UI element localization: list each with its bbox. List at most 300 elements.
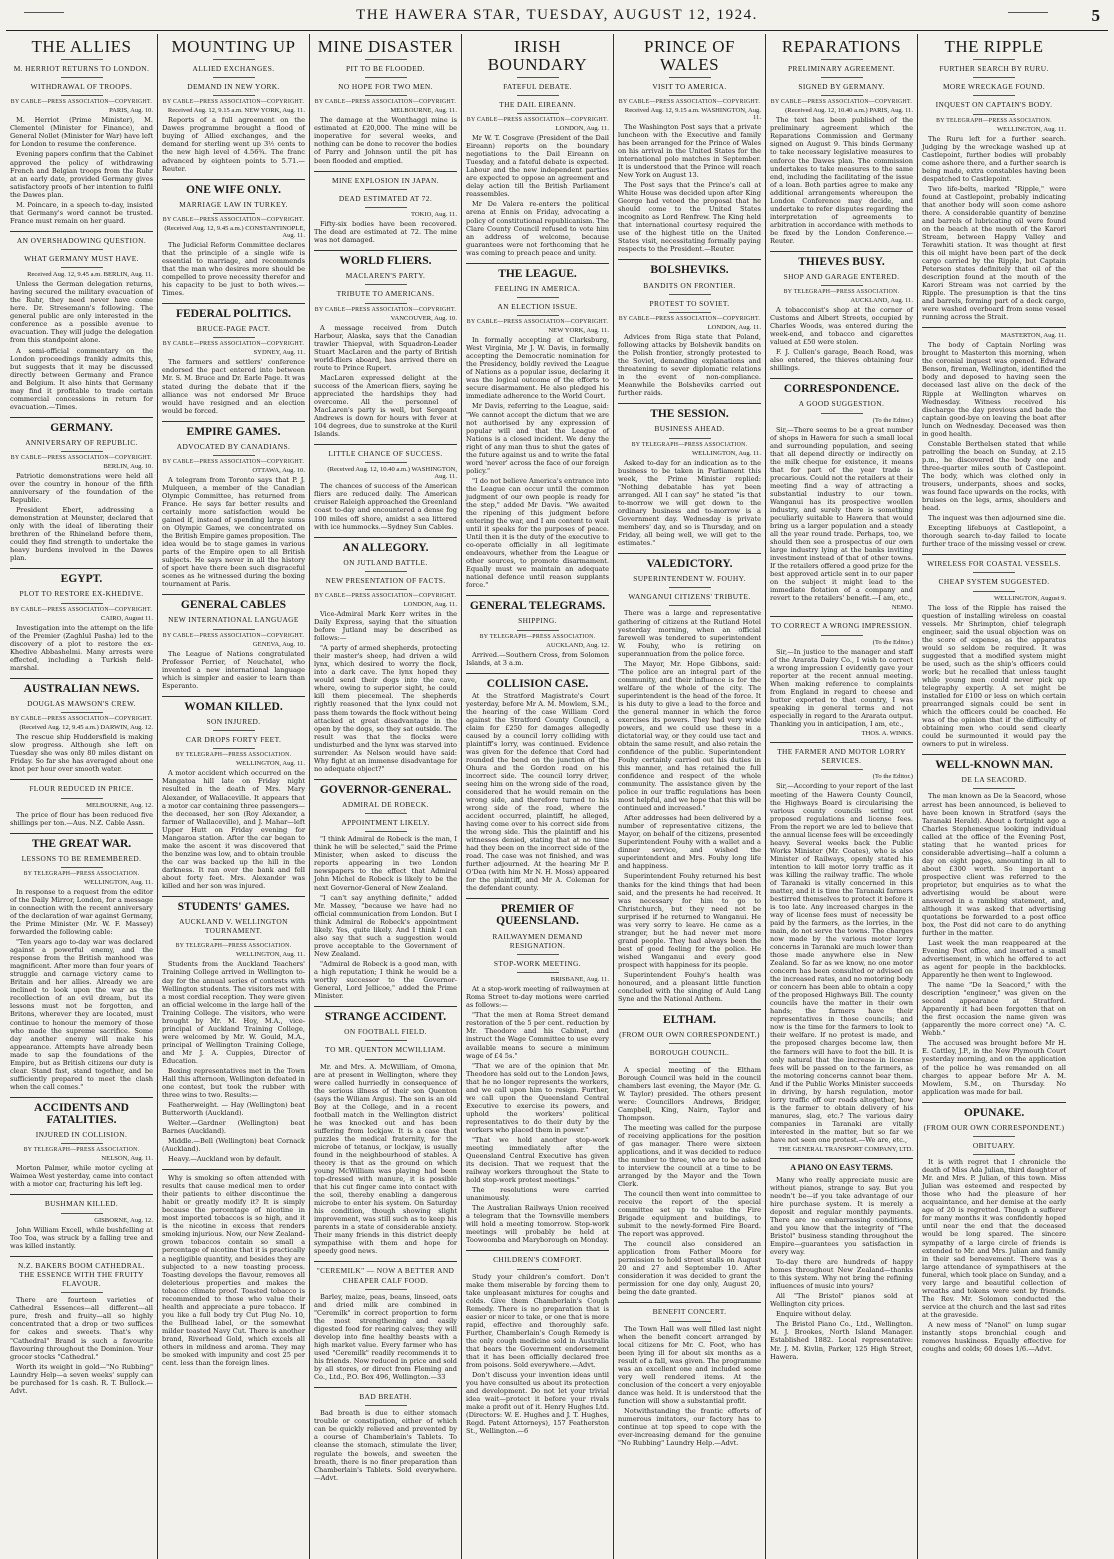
article [10,573,153,679]
article-subheading: INQUEST ON CAPTAIN'S BODY. [935,100,1053,110]
column-2 [158,34,310,1559]
article-paragraph: "Ten years ago to-day war was declared against a powerful enemy, and the response from the British manhood was magnificent. After more than four years of struggle and carnage victory came to Britain and her allies. Already we are inclined to look upon the war as the recollection of an evil dream, but its lessons must not be forgotten, and Britons, wherever they are located, must continue to honour the memory of those who made the supreme sacrifice. Some day another enemy will make his appearance. Attempts have already been made to sap the foundations of the Empire, but as British citizens our duty is clear. Stand fast, stand together, and be sufficiently prepared to meet the clash when the call comes." [10,938,153,1091]
article-dateline: Received Aug. 12, 9.15 a.m. WASHINGTON, Aug. 11. [624,106,761,121]
article [314,1011,457,1262]
article-dateline: VANCOUVER, Aug. 10. [390,314,457,322]
article-paragraph: At a stop-work meeting of railwaymen at Roma Street to-day motions were carried as follows:— [466,985,609,1010]
article-signature: NEMO. [891,604,913,612]
article-headline: WOMAN KILLED. [184,700,283,713]
article-paragraph: MacLaren expressed delight at the success of the American fliers, saying he appreciated the hardships they had overcome. All the personnel of MacLaren's party is well, but Sergeant Andrews is down for hours with fever at 104 degrees, due to sunstroke at the Kuril Islands. [314,373,457,439]
article-subheading: WIRELESS FOR COASTAL VESSELS. [927,559,1061,569]
article-paragraph: Middle.—Bell (Wellington) beat Cornack (Auckland). [162,1137,305,1154]
article-subheading: WHAT GERMANY MUST HAVE. [24,254,139,263]
article-dateline: WELLINGTON, Aug. 11. [691,449,761,457]
article-paragraph: The man known as De la Seacord, whose arrest has been announced, is believed to have been known in Stratford (says the Taranaki Herald). About a fortnight ago a Charles Stephenesque looking individual called at the office of the Evening Post, stating that he wanted prices for considerable advertising—half a column a day on eight pages, amounting in all to about £300 worth. So important a prospective client was referred to the proprietor, but enquiries as to what the advertising would be about were answered in a rambling statement, and, although it was asked that advertising quotations be forwarded to a post office box, the Post did not care to do anything further in the matter. [922,792,1066,937]
subheading-rule [213,213,255,214]
subheading-rule [365,462,407,463]
article [922,559,1066,755]
article-dateline: MELBOURNE, Aug. 12. [86,801,153,809]
subheading-rule [61,1292,103,1293]
article-headline: OPUNAKE. [963,1106,1025,1119]
article-subheading: TRIBUTE TO AMERICANS. [336,289,435,299]
article-paragraph: It is with regret that I chronicle the death of Miss Ada Julian, third daughter of Mr. and Mrs. P. Julian, of this town. Miss Julian was esteemed and respected by those who had the pleasure of her acquaintance, and her demise at the early age of 20 is regretted. Though a sufferer for many months it was confidently hoped until near the end that the deceased would be long spared. The sincere sympathy of a large circle of friends is extended to Mr. and Mrs. Julian and family in their sad bereavement. There was a large attendance of sympathisers at the funeral, which took place on Sunday, and a very large and beautiful collection of wreaths and tokens were sent by friends. The Rev. Mr. Solomon conducted the service at the church and the last sad rites at the graveside. [922,1158,1066,1319]
article-paragraph: F. J. Cullen's garage, Beach Road, was also entered, the thieves obtaining four shillings. [770,348,913,373]
subheading-rule [669,312,711,313]
article-paragraph: "I think Admiral de Robeck is the man, I think he will be selected," said the Prime Minister, when asked to discuss the reports appearing in two London newspapers to the effect that Admiral John Michel de Robeck is likely to be the next Governor-General of New Zealand. [314,835,457,892]
article [770,256,913,380]
article [770,747,913,1159]
article-headline: GERMANY. [50,421,113,434]
subheading-rule [365,284,407,285]
article-paragraph: A tobacconist's shop at the corner of Customs and Albert Streets, occupied by Charles Woods, was entered during the week-end, and tobacco and cigarettes valued at £50 were stolen. [770,306,913,347]
article [466,268,609,597]
article-subheading: THE DAIL EIREANN. [499,99,576,109]
subheading-rule [365,589,407,590]
article-headline: ACCIDENTS AND FATALITIES. [34,1101,129,1126]
article-dateline: LONDON, Aug. 11. [555,125,609,133]
article-paragraph: After addresses had been delivered by a number of representative citizens, the Mayor, on behalf of the citizens, presented Superintendent Fouhy with a wallet and a dinner service, and wished the superintendent and Mrs. Fouhy long life and happiness. [618,814,761,871]
subheading-rule [365,189,407,190]
article-credit: BY CABLE—PRESS ASSOCIATION—COPYRIGHT. [314,306,457,313]
article-credit: BY TELEGRAPH—PRESS ASSOCIATION. [175,943,292,950]
article-headline: THE SESSION. [650,408,729,421]
article-paragraph: Many who really appreciate music are without pianos, strange to say. But you needn't be—if you take advantage of our hire purchase system. It is merely a deposit and regular monthly payments. There are no embarrassing conditions, and you know that the integrity of "The Bristol" business standing throughout the Empire—guarantees you satisfaction in every way. [770,1175,913,1257]
article-dateline: (Received Aug. 12, 9.45 a.m.) DARWIN, Aug. 12. [19,724,153,732]
article-paragraph: Mr W. T. Cosgrave (President of the Dail Eireann) reports on the boundary negotiations to the Dail Eireann on Tuesday, and a fateful debate is expected. Labour and the new independent parties are expected to oppose an agreement and delay action till the British Parliament reassembles. [466,134,609,199]
subheading-rule [821,285,863,286]
article-paragraph: The rescue ship Huddersfield is making slow progress. Although she left on Tuesday she was only 80 miles distant on Friday. So far she has averaged about one knot per hour over smooth water. [10,733,153,774]
article-subheading: FATEFUL DEBATE. [503,81,572,91]
article-dateline: WELLINGTON, Aug. 11. [83,879,153,886]
article [10,38,153,232]
subheading-rule [669,605,711,606]
article-paragraph: Mr De Valera re-enters the political arena at Ennis on Friday, advocating a policy of constitutional republicanism. The Clare County Council refused to vote him an address of welcome, because guarantees were not forthcoming that he was coming to preach peace and unity. [466,200,609,257]
article-paragraph: "Admiral de Robeck is a good man, with a high reputation; I think he would be a worthy successor to the Governor-General, Lord Jellicoe," added the Prime Minister. [314,959,457,1000]
article-paragraph: Sir,—In justice to the manager and staff of the Ararata Dairy Co., I wish to correct a wrong impression I evidently gave your reporter at the recent annual meeting. When making reference to complaints from England in regard to cheese and butter exported to that country, I was speaking in general terms and not especially in regard to the Ararata output. Thanking you in anticipation, I am, etc., [770,647,913,728]
article-paragraph: Study your children's comfort. Don't make them miserable by forcing them to take unpleasant mixtures for coughs and colds. Give them Chamberlain's Cough Remedy. There is no preparation that is easier or nicer to take, or one that is more rapid, effective and thoroughly safe. Further, Chamberlain's Cough Remedy is the only cough medicine sold in Australia that bears the Government endorsement that it has been officially declared free from poisons. Sold everywhere.—Advt. [466,1272,609,1369]
article-subheading: A GOOD SUGGESTION. [798,399,885,409]
article-credit: BY CABLE—PRESS ASSOCIATION—COPYRIGHT. [314,593,457,600]
article-paragraph: Bad breath is due to either stomach trouble or constipation, either of which can be quickly relieved and prevented by a course of Chamberlain's Tablets. To cleanse the stomach, stimulate the liver, regulate the bowels, and sweeten the breath, there is no finer preparation than Chamberlain's Tablets. Sold everywhere.—Advt. [314,1409,457,1482]
article-subheading: TO MR. QUENTON MCWILLIAM. [325,1045,446,1055]
article-paragraph: Enquire without delay. [776,1310,852,1319]
article-paragraph: "I do not believe America's entrance into the League can occur until the common judgment of our own people is ready for the step," added Mr Davis. "We awaited the ripening of this judgment before entering the war, and I am content to wait until it speaks for the purposes of peace. Until then it is the duty of the executive to co-operate officially in all legitimate endeavours, whether from the League or other sources, to promote disarmament. Equally must we maintain an adequate national defence until reason supplants force." [466,476,609,590]
article [10,683,153,780]
article-dateline: BRISBANE, Aug. 11. [550,976,609,984]
article [162,901,305,1170]
article [10,784,153,833]
subheading-rule [821,413,863,414]
article-subheading: PLOT TO RESTORE EX-KHEDIVE. [19,589,144,599]
article [162,426,305,596]
article-paragraph: M. Poincare, in a speech to-day, insisted that Germany's word cannot be trusted. France must remain on her guard. [10,200,153,225]
article-headline: GOVERNOR-GENERAL. [319,783,452,796]
article [10,422,153,570]
article-credit: BY CABLE—PRESS ASSOCIATION—COPYRIGHT. [618,316,761,322]
article-subheading: NO HOPE FOR TWO MEN. [338,82,433,92]
article-subheading: AUCKLAND V. WELLINGTON TOURNAMENT. [179,916,288,936]
article-subheading: ON FOOTBALL FIELD. [344,1027,427,1036]
article-paragraph: The council also considered an application from Father Moore for permission to hold street stalls on August 20 and 27 and September 10. After consideration it was decided to grant the permission for one day only, August 20, being the date granted. [618,1240,761,1297]
article-paragraph: The Post says that the Prince's call at White House was decided upon after King George had vetoed the proposal that he should come to the United States incognito as Lord Renfrew. The King held that international courtesy required the use of the highest title on the United States visit, necessitating formally paying respects to the President.—Reuter. [618,181,761,254]
article-subheading: NEW INTERNATIONAL LANGUAGE [168,615,299,625]
article-headline: VALEDICTORY. [646,557,733,570]
headline-rule [61,59,103,60]
article-paragraph: "That we are of the opinion that Mr. Theodore has sold out to the London Jews, that he no longer represents the workers, and we call upon him to resign. Further, we call upon the Queensland Central Executive to exercise its powers, and uphold the workers' political representatives to do their duty by the workers who placed them in power." [466,1061,609,1134]
article-subheading: SHIPPING. [518,616,557,626]
article-paragraph: The body of Captain Norling was brought to Masterton this morning, when the coronial inquest was opened. Edward Benson, fireman, Wellington, identified the body and deposed to having seen the deceased last alive on the deck of the Ripple at Wellington wharves on Wednesday. Witness received his discharge the day previous and bade the captain good-bye on leaving the boat after lunch on Wednesday. Deceased was then in good health. [922,341,1066,438]
article [10,236,153,418]
subheading-rule [61,1213,103,1214]
subheading-rule [973,1136,1015,1137]
article-headline: ONE WIFE ONLY. [185,183,282,196]
article-paragraph: The damage at the Wonthaggi mine is estimated at £20,000. The mine will be inoperative for several weeks, and nothing can be done to recover the bodies of Parry and Johnson until the pit has been flooded and emptied. [314,116,457,165]
article [618,1307,761,1453]
article-subheading: BENEFIT CONCERT. [652,1307,727,1317]
article-subheading: LITTLE CHANCE OF SUCCESS. [328,449,443,459]
article-headline: STRANGE ACCIDENT. [324,1010,447,1023]
article [162,1174,305,1373]
subheading-rule [213,455,255,456]
column-4 [462,34,614,1559]
subheading-rule [973,591,1015,592]
subheading-rule [669,1062,711,1063]
article [466,600,609,673]
article-paragraph: Morton Palmer, while motor cycling at Waimea West yesterday, came into contact with a motor car, fracturing his left leg. [10,1164,153,1189]
article-paragraph: A motor accident which occurred on the Mangatoa hill late on Friday night resulted in the death of Mrs. Mary Alexander, of Wallaceville. It appears that a motor car containing three passengers—the deceased, her son (Roy Alexander, a farmer of Wallaceville), and J. Mahar—left Upper Hutt on Friday evening for Mangaroa station. After the car began to make the ascent it was discovered that the benzine was low, and to obtain trouble the car was backed up the hill in the darkness. It ran over the bank and fell about forty feet. Mrs. Alexander was killed and her son was injured. [162,769,305,890]
subheading-rule [213,337,255,338]
article-subheading: OBITUARY. [972,1140,1016,1150]
article-paragraph: The Bristol Piano Co., Ltd., Wellington. M. J. Brookes, North Island Manager. Established 1882. Local representative: Mr. J. M. Kivlin, Parker, 125 High Street, Hawera. [770,1320,913,1361]
subheading-rule [213,939,255,940]
article [314,449,457,537]
article-subheading: ALLIED EXCHANGES. [192,63,275,73]
headline-rule [669,77,711,78]
article [10,1199,153,1256]
article-paragraph: Mr Davis, referring to the League, said: "We cannot accept the dictum that we are not authorised by any expression of popular will and that the League of Nations is a closed incident. We deny the right of any man thus to shut the gates of the future against us and to write the fatal word 'never' across the face of our foreign policy." [466,402,609,475]
article-subheading: ADVOCATED BY CANADIANS. [176,441,291,451]
article-paragraph: Welter.—Gardner (Wellington) beat Barnes (Auckland). [162,1119,305,1136]
article-dateline: MELBOURNE, Aug. 11. [390,107,457,115]
article-dateline: WELLINGTON, Aug. 11. [996,125,1066,133]
article-signature: THE GENERAL TRANSPORT COMPANY, LTD. [778,1145,913,1153]
article-paragraph: Worth its weight in gold—"No Rubbing" Laundry Help—a seven weeks' supply can be purchased for 1s cash. R. T. Bullock.—Advt. [10,1362,153,1395]
article-credit: BY CABLE—PRESS ASSOCIATION—COPYRIGHT. [10,716,153,723]
headline-rule [821,59,863,60]
article-headline: FEDERAL POLITICS. [175,308,292,321]
article-subheading: PIT TO BE FLOODED. [345,63,426,73]
column-1 [6,34,158,1559]
article-paragraph: Constable Berthelsen stated that while patrolling the beach on Sunday, at 2.15 p.m., he discovered the body one and three-quarter miles south of Castlepoint. The body, which was clothed only in trousers, underpants, shoes and socks, was found face upwards on the rocks, with bruises on the legs, arms, shoulders and head. [922,439,1066,512]
article [314,176,457,252]
article-subheading: "CEREMILK" — NOW A BETTER AND CHEAPER CALF FOOD. [316,1266,455,1285]
article-headline: AUSTRALIAN NEWS. [23,682,140,695]
article [618,408,761,554]
subheading-rule [517,113,559,114]
article-headline: EMPIRE GAMES. [186,425,281,438]
article-paragraph: President Ebert, addressing a demonstration at Meunster, declared that only with the ideal of liberating their brethren of the Rhineland before them, could they find strength to undertake the heavy burdens involved in the Dawes plan. [10,506,153,563]
article-paragraph: Patriotic demonstrations were held all over the country in honour of the fifth anniversary of the foundation of the Republic. [10,472,153,505]
article-subheading: CHILDREN'S COMFORT. [493,1255,582,1265]
subheading-rule [213,629,255,630]
article-subheading: MINE EXPLOSION IN JAPAN. [331,175,440,185]
article [162,38,305,180]
article-subheading: N.Z. BAKERS BOOM CATHEDRAL. THE ESSENCE WITH THE FRUITY FLAVOUR. [17,1260,145,1289]
article-dateline: (To the Editor.) [872,773,913,781]
masthead-title: THE HAWERA STAR, TUESDAY, AUGUST 12, 1924. [356,6,758,23]
article-headline: STUDENTS' GAMES. [177,900,290,913]
article-paragraph: "I can't say anything definite," added Mr. Massey, "because we have had no official communication from London. But I think Admiral de Robeck's appointment likely. Yes, quite likely. And I think I can also say that such a suggestion would prove acceptable to the Government of New Zealand. [314,893,457,958]
subheading-rule [365,571,407,572]
subheading-rule [61,798,103,799]
masthead-rule-right [1008,12,1048,13]
columns-container [6,34,1108,1559]
article-headline: ELTHAM. [663,1013,716,1026]
masthead [6,0,1108,31]
article [922,759,1066,1102]
article-headline: BOLSHEVIKS. [650,264,729,277]
article-dateline: OTTAWA, Aug. 10. [252,466,305,474]
article-paragraph: To-day there are hundreds of happy homes throughout New Zealand—thanks to this system. Why not bring the refining influences of music into yours? [770,1258,913,1291]
article-headline: PREMIER OF QUEENSLAND. [496,903,579,928]
subheading-rule [365,207,407,208]
article-paragraph: Asked to-day for an indication as to the business to be taken in Parliament this week, the Prime Minister replied: "Nothing debatable has yet been arranged. All I can say" he stated "is that to-morrow we will get down to the ordinary business and to-morrow is a Government day. Wednesday is private members' day, and so is Thursday, and on Friday, all being well, we will get to the estimates." [618,458,761,547]
article-paragraph: "A party of armed shepherds, protecting their master's sheep, had driven a wild lynx, which desired to worry the flock, into a dark cave. The lynx hoped they would send their dogs into the cave, where, owing to superior sight, he could kill them piecemeal. The shepherds rightly reasoned that the lynx could not pass them towards the flock without being attacked at great disadvantage in the open by the dogs, so they sat outside. The result was that the flocks were undisturbed and the lynx was starved into surrender. As Nelson would have said: Why fight at an immense disadvantage for no adequate object?" [314,644,457,773]
article-paragraph: M. Herriot (Prime Minister), M. Clementel (Minister for Finance), and General Nollet (Minister for War) have left for London to resume the conference. [10,116,153,149]
article-paragraph: The council then went into committee to receive the report of the special committee set up to value the Fire Brigade equipment and buildings, to submit to the newly-formed Fire Board. The report was approved. [618,1190,761,1239]
article-paragraph: Unless the German delegation returns, having secured the military evacuation of the Ruhr, they need never have come here. Dr. Stresemann's following. The general public are only interested in the conference as a possible avenue to evacuation. They will judge the delegation from this standpoint alone. [10,280,153,345]
article-paragraph: Superintendent Fouhy returned his best thanks for the kind things that had been said, and the presents he had received. It was necessary for him to go to Christchurch, but they need not be surprised if he returned to Wanganui. He was very sorry to leave. He came as a stranger, but he had never met more grand people. They had always been the best of good feeling for the police. He wished Wanganui and every good prospect with happiness for its people. [618,872,761,969]
article [314,542,457,780]
subheading-rule [517,315,559,316]
article [314,1392,457,1488]
subheading-rule [365,95,407,96]
subheading-rule [61,95,103,96]
article-paragraph: Sir,—According to your report of the last meeting of the Hawera County Council, the Highways Board is circularising the various county councils setting out proposed regulations and license fees. From the report we are led to believe that the annual license fees will be exceedingly heavy. Several weeks back the Public Works Minister (Mr. Coates), who is also Minister of Railways, openly stated his intention to kill motor lorry traffic as it was killing the railway traffic. The whole of Taranaki is vitally concerned in this matter, and it is time the Taranaki farmers bestirred themselves to protect it before it is too late. Any increased charges in the way of license fees must of necessity be paid by the farmers, as the lorries, in the main, do not serve the towns. The charges now made by the various motor lorry concerns in Taranaki are much lower than those made anywhere else in New Zealand. So far as we know, no one motor concern has been consulted or advised on the increased rates, and no motoring body or concern has been able to obtain a copy of the proposed Highways Bill. The county councils have the matter in their own hands; the farmers have their representatives in those councils; and now is the time for the farmers to look to their welfare. If no protest is made, and the proposed charges become law, then the farmers will have to foot the bill. It is only natural that the increase in license fees will be passed on to the farmers, as the motoring concerns cannot bear them. And if the Public Works Minister succeeds in driving, by harsh regulation, motor lorry traffic off our roads altogether, how is the farmer to obtain delivery of his manures, slag, etc.? The various dairy companies in Taranaki are vitally interested in the matter, but so far we have not seen one protest.—We are, etc., [770,782,913,1144]
article-subheading: BAD BREATH. [359,1392,412,1402]
subheading-rule [213,95,255,96]
article-dateline: (To the Editor.) [872,416,913,424]
article [162,599,305,696]
article-headline: THE LEAGUE. [498,267,577,280]
article-paragraph: The price of flour has been reduced five shillings per ton.—Aus. N.Z. Cable Assn. [10,810,153,827]
article-subheading: PRELIMINARY AGREEMENT. [788,63,895,73]
subheading-rule [517,954,559,955]
subheading-rule [61,603,103,604]
article-paragraph: A message received from Dutch Harbour, Alaska, says that the Canadian trawler Thiepval, with Squadron-Leader Stuart MacLaren and the party of British world-fliers aboard, has arrived there en route to Prince Rupert. [314,323,457,372]
headline-rule [213,59,255,60]
article-credit: BY CABLE—PRESS ASSOCIATION—COPYRIGHT. [162,632,305,639]
article [770,383,913,617]
article-headline: GENERAL CABLES [180,599,287,612]
subheading-rule [365,1040,407,1041]
article-subheading: VISIT TO AMERICA. [652,81,727,91]
article [314,1266,457,1388]
article-paragraph: Boxing representatives met in the Town Hall this afternoon, Wellington defeated in one contest, but took the rubber with three wins to two. Results:— [162,1066,305,1099]
article-headline: EGYPT. [60,573,103,586]
article-headline: A PIANO ON EASY TERMS. [790,1162,893,1172]
article-signature: THOS. A. WINKS. [861,729,913,737]
article-paragraph: Vice-Admiral Mark Kerr writes in the Daily Express, saying that the situation before Jutland may be described as follows:— [314,610,457,643]
article-dateline: Received Aug. 12, 9.45 a.m. BERLIN, Aug. 11. [27,271,153,279]
subheading-rule [821,95,863,96]
article-paragraph: The League of Nations congratulated Professor Perrier, of Neuchatel, who invented a new international language which is simpler and easier to learn than Esperanto. [162,649,305,690]
subheading-rule [365,303,407,304]
article-subheading: SON INJURED. [206,716,261,726]
article-dateline: WELLINGTON, Aug. 11. [235,760,305,768]
headline-rule [365,59,407,60]
masthead-rule-left [24,12,64,13]
subheading-rule [973,95,1015,96]
article [10,1261,153,1401]
article-dateline: MASTERTON, Aug. 11. [1000,332,1066,340]
article-dateline: SYDNEY, Aug. 11. [253,349,305,357]
article-credit: BY CABLE—PRESS ASSOCIATION—COPYRIGHT. [162,216,305,223]
article-headline: WORLD FLIERS. [339,255,432,268]
article-dateline: (Received Aug. 12, 10.40 a.m.) WASHINGTON, Aug. 11. [327,466,457,481]
article-headline: GENERAL TELEGRAMS. [469,600,606,613]
article-headline: PRINCE OF WALES [644,37,735,74]
article-paragraph: A new mess of "Nanol" on lump sugar instantly stops bronchial cough and removes huskiness. Equally effective for coughs and colds; 60 doses 1/6.—Advt. [922,1320,1066,1353]
article-subheading: MACLAREN'S PARTY. [345,271,426,281]
article-paragraph: Arrived.—Southern Cross, from Solomon Islands, at 3 a.m. [466,650,609,667]
article-subheading: BRUCE-PAGE PACT. [196,324,271,334]
subheading-rule [973,1154,1015,1155]
article-subheading: MORE WRECKAGE FOUND. [942,82,1046,92]
article-subheading: ON JUTLAND BATTLE. [343,557,428,567]
article-paragraph: The resolutions were carried unanimously. [466,1186,609,1203]
article-credit: BY CABLE—PRESS ASSOCIATION—COPYRIGHT. [10,99,153,106]
article-subheading: TO CORRECT A WRONG IMPRESSION. [770,621,913,631]
article-dateline: GENEVA, Aug. 10. [252,640,305,648]
column-6 [766,34,918,1559]
page-number: 5 [1091,6,1100,25]
article [466,678,609,900]
article-paragraph: Two life-belts, marked "Ripple," were found at Castlepoint, probably indicating that another body will soon come ashore there. A considerable quantity of benzine and barrels of lubricating oil were found on the beach at the mouth of the Karori Stream, between Happy Valley and Terawhiti station. It was thought at first this oil might have been part of the deck cargo carried by the Ripple, but Captain Peterson states definitely that oil of the description found at the mouth of the Karori Stream was not carried by the Ripple. The presumption is that the tins and barrels, forming part of a deck cargo, were washed overboard from some vessel running across the Strait. [922,184,1066,322]
article-headline: IRISH BOUNDARY [487,37,588,74]
column-5 [614,34,766,1559]
article [466,903,609,1251]
article-paragraph: The loss of the Ripple has raised the question of installing wireless on coastal vessels. Mr Shrimpton, chief telegraph engineer, said the usual objection was on the score of expense, as the apparatus would so seldom be required. It was suggested that a modified system might be used, such as the ship's officers could work; but he recalled that unless taught while young men could never pick up telegraphy expertly. A set might be installed for £100 or less on which certain prearranged signals could be sent in which the officers could be coached. He was of the opinion that if the difficulty of obtaining men who could send clearly could be surmounted it would pay the owners to put in wireless. [922,603,1066,749]
article-paragraph: In response to a request from the editor of the Daily Mirror, London, for a message in connection with the recent anniversary of the declaration of war against Germany, the Prime Minister (Mr. W. F. Massey) forwarded the following cable: [10,888,154,937]
article-dateline: Received Aug. 12, 9.15 a.m. NEW YORK, Aug. 11. [167,107,305,115]
article-headline: REPARATIONS [781,37,902,56]
column-7 [918,34,1070,1559]
article [314,38,457,172]
subheading-rule [365,1059,407,1060]
article-subheading: RAILWAYMEN DEMAND RESIGNATION. [492,931,583,950]
article-dateline: AUCKLAND, Aug. 11. [850,297,913,305]
subheading-rule [973,114,1015,115]
subheading-rule [973,572,1015,573]
article-subheading: BANDITS ON FRONTIER. [643,280,736,290]
subheading-rule [61,1143,103,1144]
article-subheading: DE LA SEACORD. [961,775,1027,785]
article-dateline: LONDON, Aug. 11. [403,601,457,609]
article-subheading: NEW PRESENTATION OF FACTS. [325,575,446,585]
article-paragraph: The accused was brought before Mr H. E. Cattley, J.P., in the New Plymouth Court yesterday morning, and on the application of the police he was remanded on all charges to appear before Mr A. M. Mowlem, S.M., on Thursday. No application was made for bail. [922,1039,1066,1096]
article-subheading: PROTEST TO SOVIET. [649,298,730,308]
article-subheading: BOROUGH COUNCIL. [649,1048,730,1058]
subheading-rule [821,769,863,770]
subheading-rule [973,77,1015,78]
article-dateline: PARIS, Aug. 10. [109,107,153,115]
article-credit: BY TELEGRAPH—PRESS ASSOCIATION. [479,633,596,640]
subheading-rule [669,294,711,295]
article-paragraph: "That the men at Roma Street demand restoration of the 5 per cent. reduction by Mr. Theodore and his Cabinet, and instruct the Wage Committee to use every available means to secure a minimum wage of £4 5s." [466,1011,609,1060]
article-paragraph: Notwithstanding the frantic efforts of numerous imitators, our factory has to continue at top speed to cope with the ever-increasing demand for the genuine "No Rubbing" Laundry Help.—Advt. [618,1406,761,1448]
article-credit: BY CABLE—PRESS ASSOCIATION—COPYRIGHT. [466,117,609,124]
article-paragraph: Why is smoking so often attended with results that cause medical men to order their patients to either discontinue the habit or greatly modify it? It is simply because the percentage of nicotine in most imported tobaccos is so high, and it is the nicotine in excess that renders smoking injurious. Now, our New Zealand-grown tobaccos contain so small a percentage of nicotine that it is practically a negligible quantity, and besides they are subjected to a new toasting process. Toasting develops the flavour, removes all deleterious properties and makes the tobacco climate proof. Toasted tobacco is recommended to those who value their health and appreciate a pure tobacco. If you like a full body try Cut Plug No. 10, the Bullhead label, or the somewhat milder toasted Navy Cut. There is another brand, Riverhead Gold, which excels all others in mildness and aroma. They may be smoked with impunity and cost 25 per cent. less than the foreign lines. [162,1174,305,1367]
article-paragraph: Don't discuss your invention ideas until you have consulted us about its protection and development. Do not let your trivial idea wait—protect it before your rivals make a profit out of it. Henry Hughes Ltd. (Directors: W. E. Hughes and J. T. Hughes, Regd. Patent Attorneys), 157 Featherston St., Wellington.—6 [466,1370,609,1436]
article-headline: THE ALLIES [31,37,132,56]
subheading-rule [973,788,1015,789]
article-subheading: BUSINESS AHEAD. [654,424,725,434]
subheading-rule [365,831,407,832]
article-dateline: NELSON, Aug. 11. [101,1155,153,1163]
article-dateline: CAIRO, August 11. [100,614,153,622]
article-subheading: WITHDRAWAL OF TROOPS. [30,82,133,92]
article-subheading: DEAD ESTIMATED AT 72. [338,193,433,203]
article-subheading: SUPERINTENDENT W. FOUHY. [633,573,746,583]
subheading-rule [61,267,103,268]
article-dateline: WELLINGTON, August 9. [993,594,1066,602]
article [618,264,761,404]
article-paragraph: Heavy.—Auckland won by default. [168,1155,282,1164]
subheading-rule [669,95,711,96]
subheading-rule [213,77,255,78]
article-paragraph: Investigation into the attempt on the life of the Premier (Zaghlul Pasha) led to the discovery of a plot to restore the ex-Khedive Abbashelmi. Many arrests were effected, including a Turkish field-marshal. [10,623,153,672]
article-paragraph: In formally accepting at Clarksburg, West Virginia, Mr J. W. Davis, in formally accepting the Democratic nomination for the Presidency, boldly revived the League of Nations as a popular issue, declaring it was the logical outcome of the efforts to secure disarmament. He also pledged his immediate adherence to the World Court. [466,336,609,401]
article [314,784,457,1007]
article-subheading: THE FARMER AND MOTOR LORRY SERVICES. [777,746,906,766]
article-paragraph: The text has been published of the preliminary agreement which the Reparations Commission and Germany signed on August 9. This binds Germany to take necessary legislative measures to enforce the Dawes plan. The commission undertakes to take measures to the same end, including the facilitating of the issue of a loan. Both parties agree to make any additional arrangements whereupon the London Conference may decide, and undertake to refer disputes regarding the interpretation of agreements to arbitration in accordance with methods to be fixed by the London Conference.—Reuter. [770,116,913,245]
article-headline: THE RIPPLE [944,37,1044,56]
article-credit: BY TELEGRAPH—PRESS ASSOCIATION. [23,871,140,877]
article-credit: BY CABLE—PRESS ASSOCIATION—COPYRIGHT. [770,99,913,106]
article-dateline: (Received Aug. 12, 10.40 a.m.) PARIS, Aug. 11. [785,107,913,115]
article-dateline: LONDON, Aug. 11. [707,324,761,331]
article [162,308,305,422]
subheading-rule [61,451,103,452]
article-paragraph: The chances of success of the American fliers are reduced daily. The American cruiser Raleigh approached the Greenland coast to-day and encountered a dense fog 100 miles off shore, amidst a sea littered with ice hummocks.—Sydney Sun Cables. [314,482,457,531]
subheading-rule [365,77,407,78]
article-credit: BY TELEGRAPH—PRESS ASSOCIATION. [23,1147,140,1154]
article-credit: BY CABLE—PRESS ASSOCIATION—COPYRIGHT. [314,99,457,106]
article-paragraph: There are fourteen varieties of Cathedral Essences—all different—all pure, fresh and fruity—all so highly concentrated that a drop or two suffices for cakes and sweets. That's why "Cathedral" Brand is such a favourite flavouring throughout the Dominion. Your grocer stocks "Cathedral." [10,1296,153,1361]
article-subheading: SIGNED BY GERMANY. [798,82,885,92]
headline-rule [517,77,559,78]
article-headline: MOUNTING UP [171,37,296,56]
article-headline: CORRESPONDENCE. [783,383,900,396]
article-paragraph: The Ruru left for a further search. Judging by the wreckage washed up at Castlepoint, further bodies will probably come ashore there, and a further search is being made, extra constables having been despatched to Castlepoint. [922,134,1066,183]
article [922,332,1066,555]
article-paragraph: The name "De la Seacord," with the description "engineer," was given on the second appearance at Stratford. Apparently it had been forgotten that on the first occasion the name given was (apparently the more correct one) "A. C. Webb." [922,981,1066,1038]
article [10,1102,153,1195]
subheading-rule [365,1405,407,1406]
article-subheading: SHOP AND GARAGE ENTERED. [783,271,900,281]
article-dateline: WELLINGTON, Aug. 11. [235,951,305,959]
article-headline: THIEVES BUSY. [798,255,885,268]
article-subheading: (FROM OUR OWN CORRESPONDENT.) [619,1030,760,1040]
article [162,701,305,897]
article-paragraph: Fifty-six bodies have been recovered. The dead are estimated at 72. The mine was not damaged. [314,220,457,245]
article-credit: BY CABLE—PRESS ASSOCIATION—COPYRIGHT. [162,341,305,348]
subheading-rule [365,813,407,814]
subheading-rule [669,438,711,439]
article-paragraph: The farmers and settlers' conference endorsed the pact entered into between Mr. S. M. Bruce and Dr. Earle Page. It was stated during the debate that if the alliance was not endorsed Mr Bruce would have resigned and an election would be forced. [162,358,305,415]
article-subheading: M. HERRIOT RETURNS TO LONDON. [13,63,150,73]
